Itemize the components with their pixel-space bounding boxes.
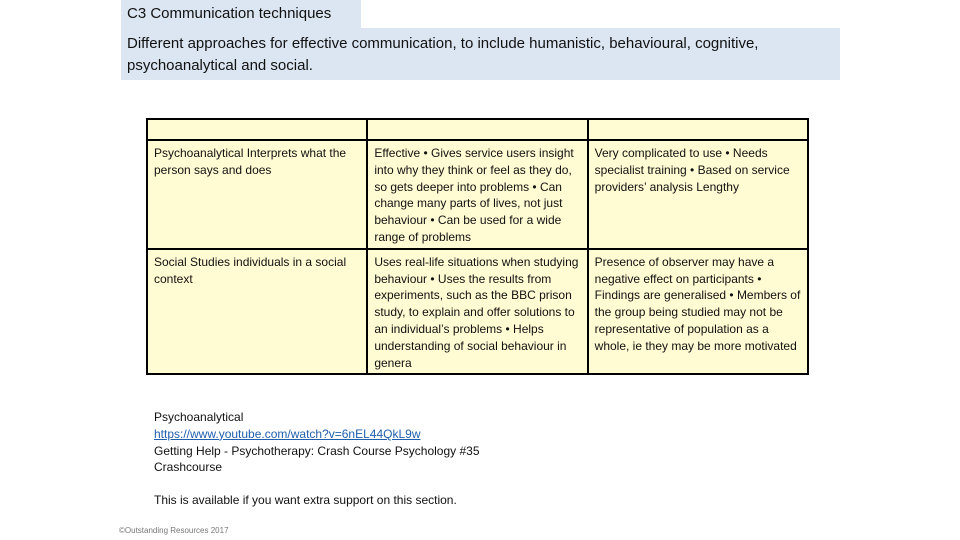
header-cell <box>588 119 808 140</box>
support-note: This is available if you want extra support on this section. <box>154 493 457 507</box>
video-title: Getting Help - Psychotherapy: Crash Course Psychology #35 <box>154 443 480 458</box>
weaknesses-cell: Very complicated to use • Needs specialist training • Based on service providers’ analysis Lengthy <box>588 140 808 249</box>
slide-description: Different approaches for effective communication, to include humanistic, behavioural, cognitive, psychoanalytical and social. <box>121 28 840 80</box>
video-channel: Crashcourse <box>154 460 223 475</box>
copyright-footer: ©Outstanding Resources 2017 <box>119 526 229 535</box>
header-cell <box>367 119 587 140</box>
slide-title: C3 Communication techniques <box>121 0 361 28</box>
approach-cell: Psychoanalytical Interprets what the person says and does <box>147 140 367 249</box>
table-row <box>147 249 808 375</box>
strengths-cell: Uses real-life situations when studying behaviour • Uses the results from experiments, such as the BBC prison study, to explain and offer solutions to an individual’s problems • Helps understanding of social behaviour in genera <box>367 249 587 375</box>
strengths-cell: Effective • Gives service users insight into why they think or feel as they do, so gets deeper into problems • Can change many parts of lives, not just behaviour • Can be used for a wide range of problems <box>367 140 587 249</box>
table-header-row <box>147 119 808 140</box>
youtube-link[interactable]: https://www.youtube.com/watch?v=6nEL44QkL9w <box>154 426 421 441</box>
weaknesses-cell: Presence of observer may have a negative effect on participants • Findings are generalised • Members of the group being studied may not be representative of population as a whole, ie they may be more motivated <box>588 249 808 375</box>
resources-block <box>154 409 480 476</box>
table-row <box>147 140 808 249</box>
header-cell <box>147 119 367 140</box>
comparison-table <box>146 118 809 375</box>
resources-heading: Psychoanalytical <box>154 410 244 424</box>
approach-cell: Social Studies individuals in a social context <box>147 249 367 375</box>
